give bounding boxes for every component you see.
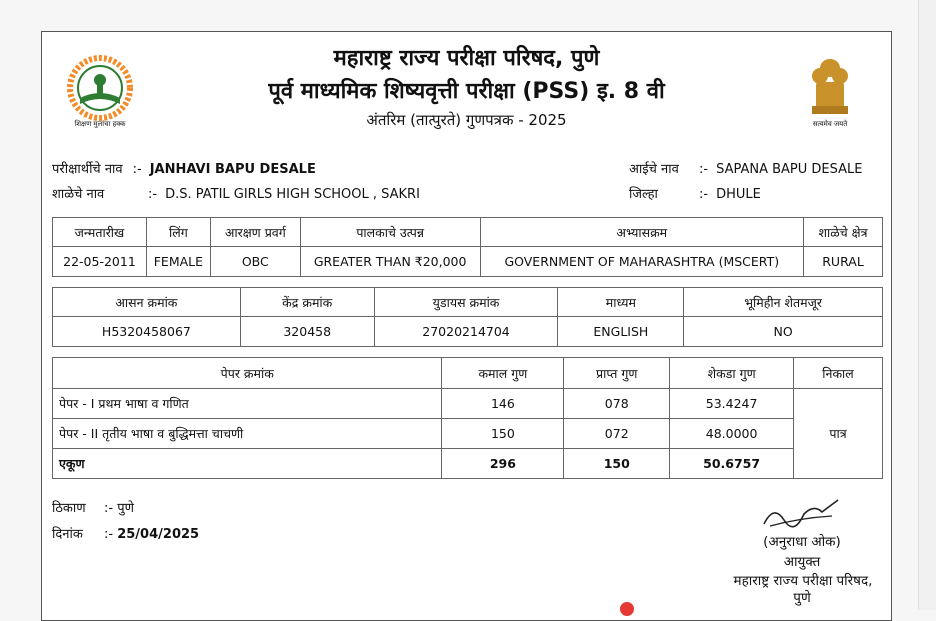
national-emblem — [806, 54, 854, 134]
marks-table — [52, 357, 883, 479]
candidate-name-label: परीक्षार्थीचे नाव — [52, 162, 123, 177]
candidate-name-value: JANHAVI BAPU DESALE — [149, 162, 316, 177]
place-label: ठिकाण — [52, 501, 86, 516]
paper-name: पेपर - II तृतीय भाषा व बुद्धिमत्ता चाचणी — [53, 419, 442, 449]
table-cell: OBC — [210, 247, 300, 277]
marksheet — [41, 31, 892, 621]
place-row — [52, 498, 134, 516]
max-marks: 150 — [442, 419, 564, 449]
district-row — [629, 184, 761, 202]
table-header-row — [53, 218, 883, 247]
table-cell: RURAL — [804, 247, 883, 277]
table-header: भूमिहीन शेतमजूर — [684, 288, 883, 317]
separator: :- — [104, 527, 114, 542]
board-title: महाराष्ट्र राज्य परीक्षा परिषद, पुणे — [333, 46, 600, 71]
total-label: एकूण — [53, 449, 442, 479]
mother-name-row — [629, 159, 862, 177]
separator: :- — [132, 162, 142, 177]
result-value: पात्र — [794, 389, 883, 479]
candidate-name-row — [52, 159, 316, 177]
paper-name: पेपर - I प्रथम भाषा व गणित — [53, 389, 442, 419]
total-percent: 50.6757 — [670, 449, 794, 479]
table-cell: 320458 — [240, 317, 374, 347]
signature — [760, 494, 840, 534]
school-name-label: शाळेचे नाव — [52, 187, 105, 202]
table-header: लिंग — [146, 218, 210, 247]
logo-caption: शिक्षण मुलांचा हक्क — [74, 120, 126, 128]
table-header: शाळेचे क्षेत्र — [804, 218, 883, 247]
date-row — [52, 524, 199, 542]
table-header: कमाल गुण — [442, 358, 564, 389]
table-row — [53, 389, 883, 419]
school-name-value: D.S. PATIL GIRLS HIGH SCHOOL , SAKRI — [165, 187, 420, 202]
table-header: निकाल — [794, 358, 883, 389]
separator: :- — [104, 501, 114, 516]
separator: :- — [699, 162, 709, 177]
table-row — [53, 317, 883, 347]
table-header: माध्यम — [558, 288, 684, 317]
district-label: जिल्हा — [629, 187, 658, 202]
total-max: 296 — [442, 449, 564, 479]
date-value: 25/04/2025 — [117, 527, 200, 542]
table-cell: ENGLISH — [558, 317, 684, 347]
table-cell: 22-05-2011 — [53, 247, 147, 277]
table-header: आसन क्रमांक — [53, 288, 241, 317]
mother-name-label: आईचे नाव — [629, 162, 679, 177]
separator: :- — [148, 187, 158, 202]
table-header-row — [53, 288, 883, 317]
exam-title: पूर्व माध्यमिक शिष्यवृत्ती परीक्षा (PSS) इ. 8 वी — [268, 79, 665, 104]
date-label: दिनांक — [52, 527, 83, 542]
percent-marks: 53.4247 — [670, 389, 794, 419]
table-cell: FEMALE — [146, 247, 210, 277]
table-cell: H5320458067 — [53, 317, 241, 347]
mother-name-value: SAPANA BAPU DESALE — [716, 162, 863, 177]
percent-marks: 48.0000 — [670, 419, 794, 449]
marksheet-subtitle: अंतरिम (तात्पुरते) गुणपत्रक - 2025 — [366, 111, 567, 129]
obtained-marks: 072 — [564, 419, 670, 449]
table-header: प्राप्त गुण — [564, 358, 670, 389]
emblem-caption: सत्यमेव जयते — [812, 120, 848, 128]
table-header: अभ्यासक्रम — [480, 218, 804, 247]
table-header: केंद्र क्रमांक — [240, 288, 374, 317]
table-header-row — [53, 358, 883, 389]
table-header: युडायस क्रमांक — [374, 288, 558, 317]
exam-details-table — [52, 287, 883, 347]
signatory-city: पुणे — [793, 590, 811, 606]
table-header: पालकाचे उत्पन्न — [300, 218, 480, 247]
school-name-row — [52, 184, 420, 202]
district-value: DHULE — [716, 187, 761, 202]
total-obtained: 150 — [564, 449, 670, 479]
table-header: आरक्षण प्रवर्ग — [210, 218, 300, 247]
table-header: जन्मतारीख — [53, 218, 147, 247]
table-row — [53, 419, 883, 449]
obtained-marks: 078 — [564, 389, 670, 419]
total-row — [53, 449, 883, 479]
personal-details-table — [52, 217, 883, 277]
max-marks: 146 — [442, 389, 564, 419]
signatory-title: आयुक्त — [783, 554, 821, 570]
table-cell: NO — [684, 317, 883, 347]
scrollbar-rail[interactable] — [918, 0, 936, 610]
cursor-dot — [620, 602, 634, 616]
separator: :- — [699, 187, 709, 202]
table-row — [53, 247, 883, 277]
place-value: पुणे — [117, 501, 135, 516]
signatory-name: (अनुराधा ओक) — [763, 534, 841, 550]
table-header: शेकडा गुण — [670, 358, 794, 389]
signatory-org: महाराष्ट्र राज्य परीक्षा परिषद, — [733, 573, 873, 589]
table-cell: GREATER THAN ₹20,000 — [300, 247, 480, 277]
table-cell: 27020214704 — [374, 317, 558, 347]
table-cell: GOVERNMENT OF MAHARASHTRA (MSCERT) — [480, 247, 804, 277]
table-header: पेपर क्रमांक — [53, 358, 442, 389]
